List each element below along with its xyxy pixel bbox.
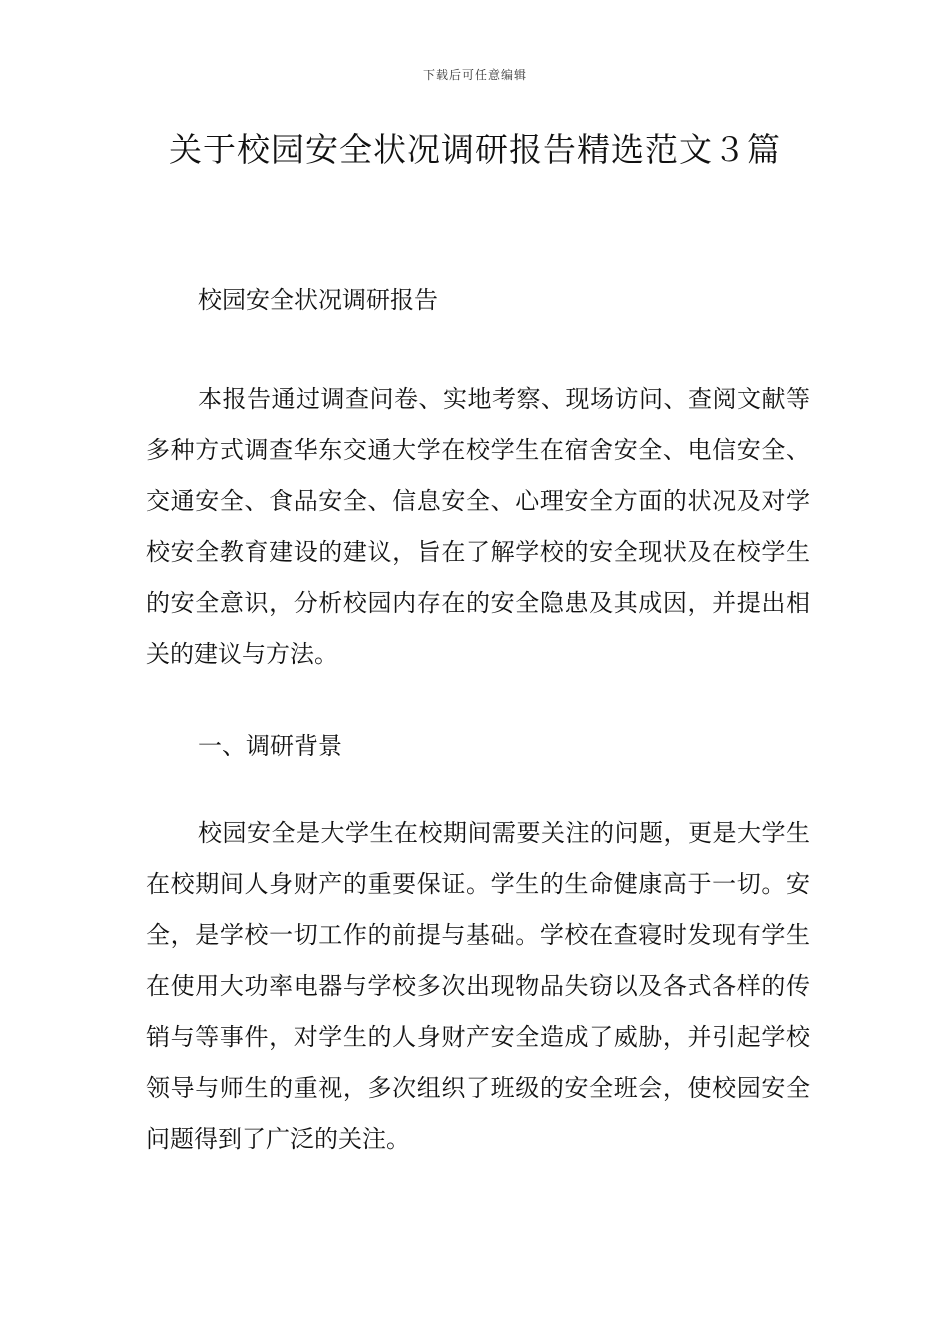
report-subtitle: 校园安全状况调研报告 (198, 286, 438, 314)
background-paragraph: 校园安全是大学生在校期间需要关注的问题，更是大学生在校期间人身财产的重要保证。学生的生命健康高于一切。安全，是学校一切工作的前提与基础。学校在查寝时发现有学生在使用大功率电器与学校多次出现物品失窃以及各式各样的传销与等事件，对学生的人身财产安全造成了威胁，并引起学校领导与师生的重视，多次组织了班级的安全班会，使校园安全问题得到了广泛的关注。 (146, 819, 810, 1153)
intro-paragraph: 本报告通过调查问卷、实地考察、现场访问、查阅文献等多种方式调查华东交通大学在校学生在宿舍安全、电信安全、交通安全、食品安全、信息安全、心理安全方面的状况及对学校安全教育建设的建议，旨在了解学校的安全现状及在校学生的安全意识，分析校园内存在的安全隐患及其成因，并提出相关的建议与方法。 (146, 385, 810, 668)
header-note: 下载后可任意编辑 (422, 68, 527, 82)
document-title: 关于校园安全状况调研报告精选范文３篇 (169, 130, 781, 169)
section-heading-background: 一、调研背景 (198, 732, 342, 760)
